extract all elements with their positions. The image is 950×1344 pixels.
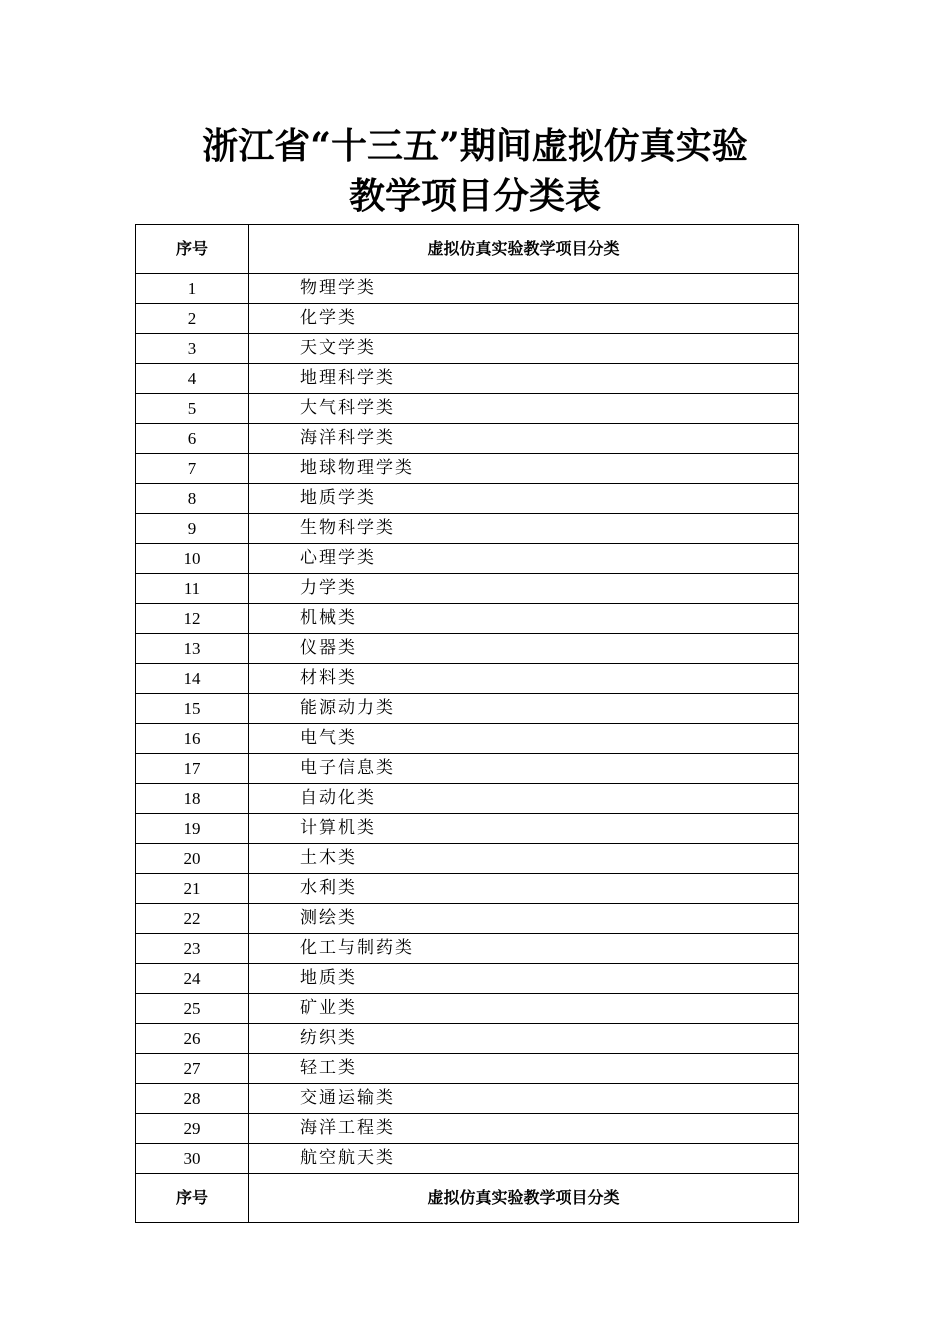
table-row [136,724,799,754]
table-row [136,874,799,904]
row-category-name: 土木类 [249,844,799,874]
table-row [136,484,799,514]
table-row [136,544,799,574]
table-row [136,394,799,424]
row-category-name: 自动化类 [249,784,799,814]
table-row [136,604,799,634]
row-category-name: 海洋工程类 [249,1114,799,1144]
row-serial-number: 29 [136,1114,249,1144]
table-row [136,694,799,724]
row-serial-number: 20 [136,844,249,874]
row-category-name: 测绘类 [249,904,799,934]
row-category-name: 化工与制药类 [249,934,799,964]
row-category-name: 化学类 [249,304,799,334]
table-row [136,1144,799,1174]
row-category-name: 力学类 [249,574,799,604]
row-category-name: 航空航天类 [249,1144,799,1174]
row-serial-number: 7 [136,454,249,484]
row-category-name: 大气科学类 [249,394,799,424]
row-category-name: 海洋科学类 [249,424,799,454]
row-category-name: 地球物理学类 [249,454,799,484]
row-category-name: 地质学类 [249,484,799,514]
row-serial-number: 23 [136,934,249,964]
table-footer-row [136,1174,799,1223]
row-serial-number: 9 [136,514,249,544]
row-category-name: 交通运输类 [249,1084,799,1114]
row-serial-number: 22 [136,904,249,934]
document-title-line-2: 教学项目分类表 [348,175,601,217]
row-serial-number: 18 [136,784,249,814]
row-serial-number: 17 [136,754,249,784]
table-row [136,664,799,694]
row-serial-number: 12 [136,604,249,634]
row-serial-number: 25 [136,994,249,1024]
table-row [136,304,799,334]
table-row [136,964,799,994]
row-serial-number: 19 [136,814,249,844]
row-serial-number: 4 [136,364,249,394]
table-row [136,1054,799,1084]
row-category-name: 计算机类 [249,814,799,844]
table-row [136,1024,799,1054]
row-serial-number: 2 [136,304,249,334]
row-serial-number: 16 [136,724,249,754]
row-serial-number: 14 [136,664,249,694]
row-serial-number: 11 [136,574,249,604]
row-category-name: 仪器类 [249,634,799,664]
row-serial-number: 24 [136,964,249,994]
table-row [136,994,799,1024]
row-category-name: 电子信息类 [249,754,799,784]
row-serial-number: 6 [136,424,249,454]
table-row [136,1084,799,1114]
table-row [136,454,799,484]
table-row [136,844,799,874]
row-serial-number: 27 [136,1054,249,1084]
row-category-name: 电气类 [249,724,799,754]
row-category-name: 心理学类 [249,544,799,574]
row-category-name: 地理科学类 [249,364,799,394]
table-row [136,904,799,934]
row-serial-number: 8 [136,484,249,514]
table-row [136,274,799,304]
row-serial-number: 21 [136,874,249,904]
row-category-name: 材料类 [249,664,799,694]
row-serial-number: 13 [136,634,249,664]
row-category-name: 矿业类 [249,994,799,1024]
document-title-line-1: 浙江省“十三五”期间虚拟仿真实验 [202,125,748,167]
row-category-name: 轻工类 [249,1054,799,1084]
table-row [136,934,799,964]
table-row [136,634,799,664]
row-serial-number: 1 [136,274,249,304]
footer-serial-number: 序号 [136,1174,249,1223]
row-category-name: 天文学类 [249,334,799,364]
table-row [136,514,799,544]
table-row [136,574,799,604]
header-category: 虚拟仿真实验教学项目分类 [249,225,799,274]
row-category-name: 机械类 [249,604,799,634]
row-serial-number: 3 [136,334,249,364]
classification-table [135,224,799,1223]
row-serial-number: 30 [136,1144,249,1174]
row-serial-number: 15 [136,694,249,724]
row-serial-number: 26 [136,1024,249,1054]
row-category-name: 水利类 [249,874,799,904]
header-serial-number: 序号 [136,225,249,274]
row-category-name: 纺织类 [249,1024,799,1054]
table-row [136,754,799,784]
table-row [136,814,799,844]
row-category-name: 物理学类 [249,274,799,304]
table-row [136,424,799,454]
row-category-name: 地质类 [249,964,799,994]
row-category-name: 生物科学类 [249,514,799,544]
footer-category: 虚拟仿真实验教学项目分类 [249,1174,799,1223]
table-row [136,784,799,814]
table-header-row [136,225,799,274]
table-row [136,364,799,394]
row-serial-number: 5 [136,394,249,424]
row-serial-number: 28 [136,1084,249,1114]
row-category-name: 能源动力类 [249,694,799,724]
row-serial-number: 10 [136,544,249,574]
table-row [136,1114,799,1144]
table-row [136,334,799,364]
